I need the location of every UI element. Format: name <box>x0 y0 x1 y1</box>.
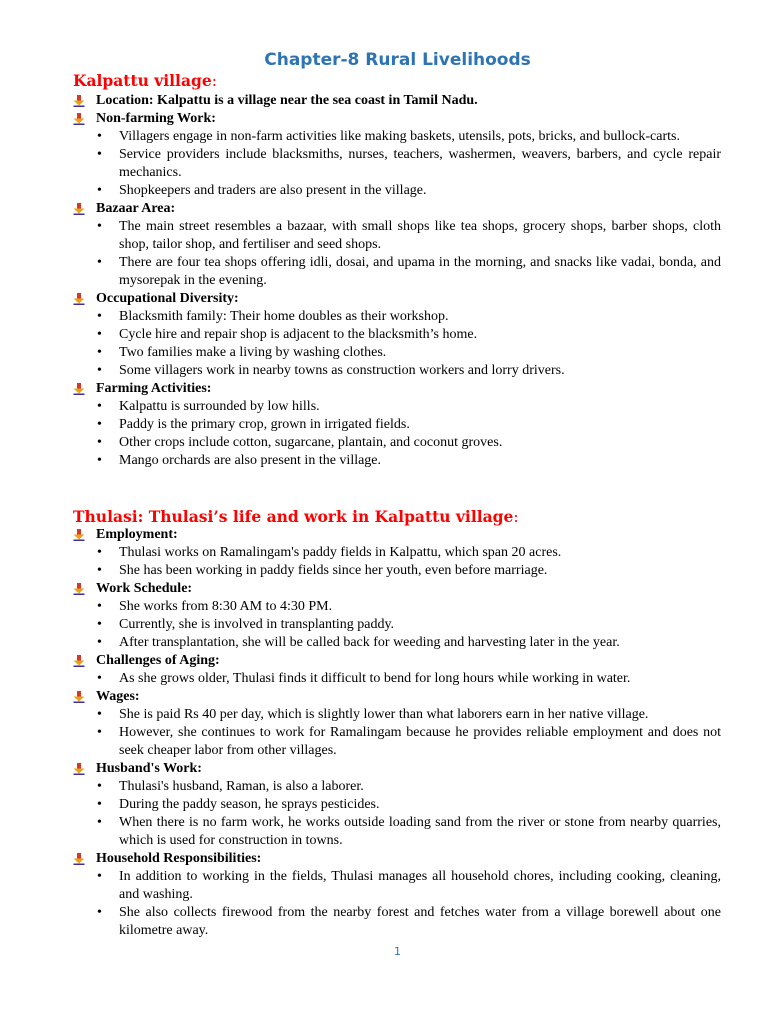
bullet-list <box>72 706 721 760</box>
list-item <box>72 182 721 200</box>
list-item-text: Blacksmith family: Their home doubles as their workshop. <box>119 309 449 324</box>
list-item <box>72 868 721 904</box>
list-item-text: Two families make a living by washing clothes. <box>119 345 387 360</box>
list-item-text: She has been working in paddy fields since her youth, even before marriage. <box>119 563 548 578</box>
section-title-thulasi <box>73 507 519 526</box>
list-item-text: There are four tea shops offering idli, dosai, and upama in the morning, and snacks like vadai, bonda, and mysorepak in the evening. <box>119 255 721 288</box>
subheading-text: Household Responsibilities: <box>96 851 262 866</box>
list-item <box>72 778 721 796</box>
list-item-text: Thulasi works on Ramalingam's paddy fields in Kalpattu, which span 20 acres. <box>119 545 562 560</box>
subheading-text: Wages: <box>96 689 140 704</box>
arrow-bullet-icon <box>73 203 85 215</box>
list-item-text: As she grows older, Thulasi finds it difficult to bend for long hours while working in water. <box>119 671 631 686</box>
list-item <box>72 562 721 580</box>
bullet-dot-icon: • <box>97 707 102 722</box>
bullet-list <box>72 598 721 652</box>
subheading <box>72 580 721 598</box>
list-item-text: Thulasi's husband, Raman, is also a laborer. <box>119 779 364 794</box>
arrow-bullet-icon <box>73 113 85 125</box>
bullet-list <box>72 128 721 200</box>
subheading-text: Farming Activities: <box>96 381 212 396</box>
chapter-title: Chapter-8 Rural Livelihoods <box>264 50 531 70</box>
bullet-list <box>72 778 721 850</box>
subheading <box>72 110 721 128</box>
arrow-bullet-icon <box>73 655 85 667</box>
subheading-text: Location: Kalpattu is a village near the sea coast in Tamil Nadu. <box>96 93 478 108</box>
list-item-text: Service providers include blacksmiths, nurses, teachers, washermen, weavers, barbers, and cycle repair mechanics. <box>119 147 721 180</box>
subheading-text: Non-farming Work: <box>96 111 216 126</box>
bullet-dot-icon: • <box>97 815 102 830</box>
subheading <box>72 652 721 670</box>
list-item <box>72 362 721 380</box>
list-item-text: In addition to working in the fields, Thulasi manages all household chores, including cooking, cleaning, and washing. <box>119 869 721 902</box>
bullet-dot-icon: • <box>97 779 102 794</box>
list-item-text: Mango orchards are also present in the village. <box>119 453 382 468</box>
bullet-list <box>72 218 721 290</box>
list-item <box>72 326 721 344</box>
subheading-text: Bazaar Area: <box>96 201 176 216</box>
section-body-thulasi <box>72 526 721 940</box>
bullet-dot-icon: • <box>97 599 102 614</box>
list-item-text: During the paddy season, he sprays pesticides. <box>119 797 380 812</box>
bullet-dot-icon: • <box>97 545 102 560</box>
subheading-text: Work Schedule: <box>96 581 193 596</box>
section-title-text: Kalpattu village <box>73 71 212 90</box>
list-item <box>72 904 721 940</box>
list-item <box>72 724 721 760</box>
list-item <box>72 344 721 362</box>
list-item-text: Some villagers work in nearby towns as construction workers and lorry drivers. <box>119 363 565 378</box>
list-item <box>72 128 721 146</box>
section-title-text: Thulasi: Thulasi’s life and work in Kalpattu village <box>73 507 514 526</box>
subheading-text: Occupational Diversity: <box>96 291 239 306</box>
list-item <box>72 598 721 616</box>
bullet-dot-icon: • <box>97 129 102 144</box>
list-item-text: After transplantation, she will be called back for weeding and harvesting later in the year. <box>119 635 620 650</box>
bullet-list <box>72 670 721 688</box>
subheading <box>72 290 721 308</box>
list-item-text: However, she continues to work for Ramalingam because he provides reliable employment and does not seek cheaper labor from other villages. <box>119 725 721 758</box>
list-item <box>72 452 721 470</box>
list-item-text: Other crops include cotton, sugarcane, plantain, and coconut groves. <box>119 435 503 450</box>
list-item <box>72 814 721 850</box>
list-item <box>72 634 721 652</box>
bullet-dot-icon: • <box>97 363 102 378</box>
list-item <box>72 670 721 688</box>
section-title-colon: : <box>211 72 217 90</box>
bullet-dot-icon: • <box>97 617 102 632</box>
subheading <box>72 760 721 778</box>
bullet-dot-icon: • <box>97 725 102 740</box>
list-item <box>72 398 721 416</box>
bullet-dot-icon: • <box>97 563 102 578</box>
bullet-dot-icon: • <box>97 399 102 414</box>
list-item-text: Kalpattu is surrounded by low hills. <box>119 399 320 414</box>
list-item-text: She works from 8:30 AM to 4:30 PM. <box>119 599 333 614</box>
bullet-dot-icon: • <box>97 255 102 270</box>
bullet-list <box>72 544 721 580</box>
subheading <box>72 850 721 868</box>
bullet-dot-icon: • <box>97 183 102 198</box>
list-item-text: She also collects firewood from the nearby forest and fetches water from a village borewell about one kilometre away. <box>119 905 721 938</box>
subheading-text: Challenges of Aging: <box>96 653 220 668</box>
arrow-bullet-icon <box>73 529 85 541</box>
section-title-colon: : <box>513 508 519 526</box>
subheading <box>72 92 721 110</box>
list-item <box>72 308 721 326</box>
list-item-text: Currently, she is involved in transplanting paddy. <box>119 617 395 632</box>
bullet-list <box>72 868 721 940</box>
bullet-dot-icon: • <box>97 345 102 360</box>
arrow-bullet-icon <box>73 763 85 775</box>
list-item <box>72 544 721 562</box>
bullet-dot-icon: • <box>97 635 102 650</box>
arrow-bullet-icon <box>73 583 85 595</box>
list-item-text: She is paid Rs 40 per day, which is slightly lower than what laborers earn in her native village. <box>119 707 649 722</box>
arrow-bullet-icon <box>73 853 85 865</box>
section-body-kalpattu <box>72 92 721 470</box>
bullet-dot-icon: • <box>97 309 102 324</box>
list-item <box>72 616 721 634</box>
bullet-dot-icon: • <box>97 417 102 432</box>
arrow-bullet-icon <box>73 95 85 107</box>
list-item <box>72 706 721 724</box>
bullet-dot-icon: • <box>97 435 102 450</box>
bullet-dot-icon: • <box>97 453 102 468</box>
bullet-dot-icon: • <box>97 797 102 812</box>
subheading-text: Employment: <box>96 527 178 542</box>
section-title-kalpattu <box>73 71 217 90</box>
list-item <box>72 434 721 452</box>
bullet-dot-icon: • <box>97 869 102 884</box>
list-item-text: Cycle hire and repair shop is adjacent to the blacksmith’s home. <box>119 327 478 342</box>
subheading <box>72 526 721 544</box>
subheading <box>72 200 721 218</box>
bullet-dot-icon: • <box>97 147 102 162</box>
list-item <box>72 218 721 254</box>
bullet-list <box>72 398 721 470</box>
list-item-text: The main street resembles a bazaar, with small shops like tea shops, grocery shops, barber shops, cloth shop, tailor shop, and fertiliser and seed shops. <box>119 219 721 252</box>
bullet-dot-icon: • <box>97 905 102 920</box>
list-item <box>72 416 721 434</box>
arrow-bullet-icon <box>73 383 85 395</box>
list-item <box>72 254 721 290</box>
bullet-dot-icon: • <box>97 327 102 342</box>
arrow-bullet-icon <box>73 691 85 703</box>
list-item <box>72 146 721 182</box>
list-item-text: Paddy is the primary crop, grown in irrigated fields. <box>119 417 410 432</box>
list-item-text: Shopkeepers and traders are also present in the village. <box>119 183 427 198</box>
page-number: 1 <box>394 945 401 958</box>
bullet-dot-icon: • <box>97 671 102 686</box>
list-item-text: Villagers engage in non-farm activities like making baskets, utensils, pots, bricks, and bullock-carts. <box>119 129 680 144</box>
bullet-list <box>72 308 721 380</box>
list-item <box>72 796 721 814</box>
subheading <box>72 688 721 706</box>
subheading-text: Husband's Work: <box>96 761 202 776</box>
list-item-text: When there is no farm work, he works outside loading sand from the river or stone from nearby quarries, which is used for construction in towns. <box>119 815 721 848</box>
subheading <box>72 380 721 398</box>
bullet-dot-icon: • <box>97 219 102 234</box>
arrow-bullet-icon <box>73 293 85 305</box>
